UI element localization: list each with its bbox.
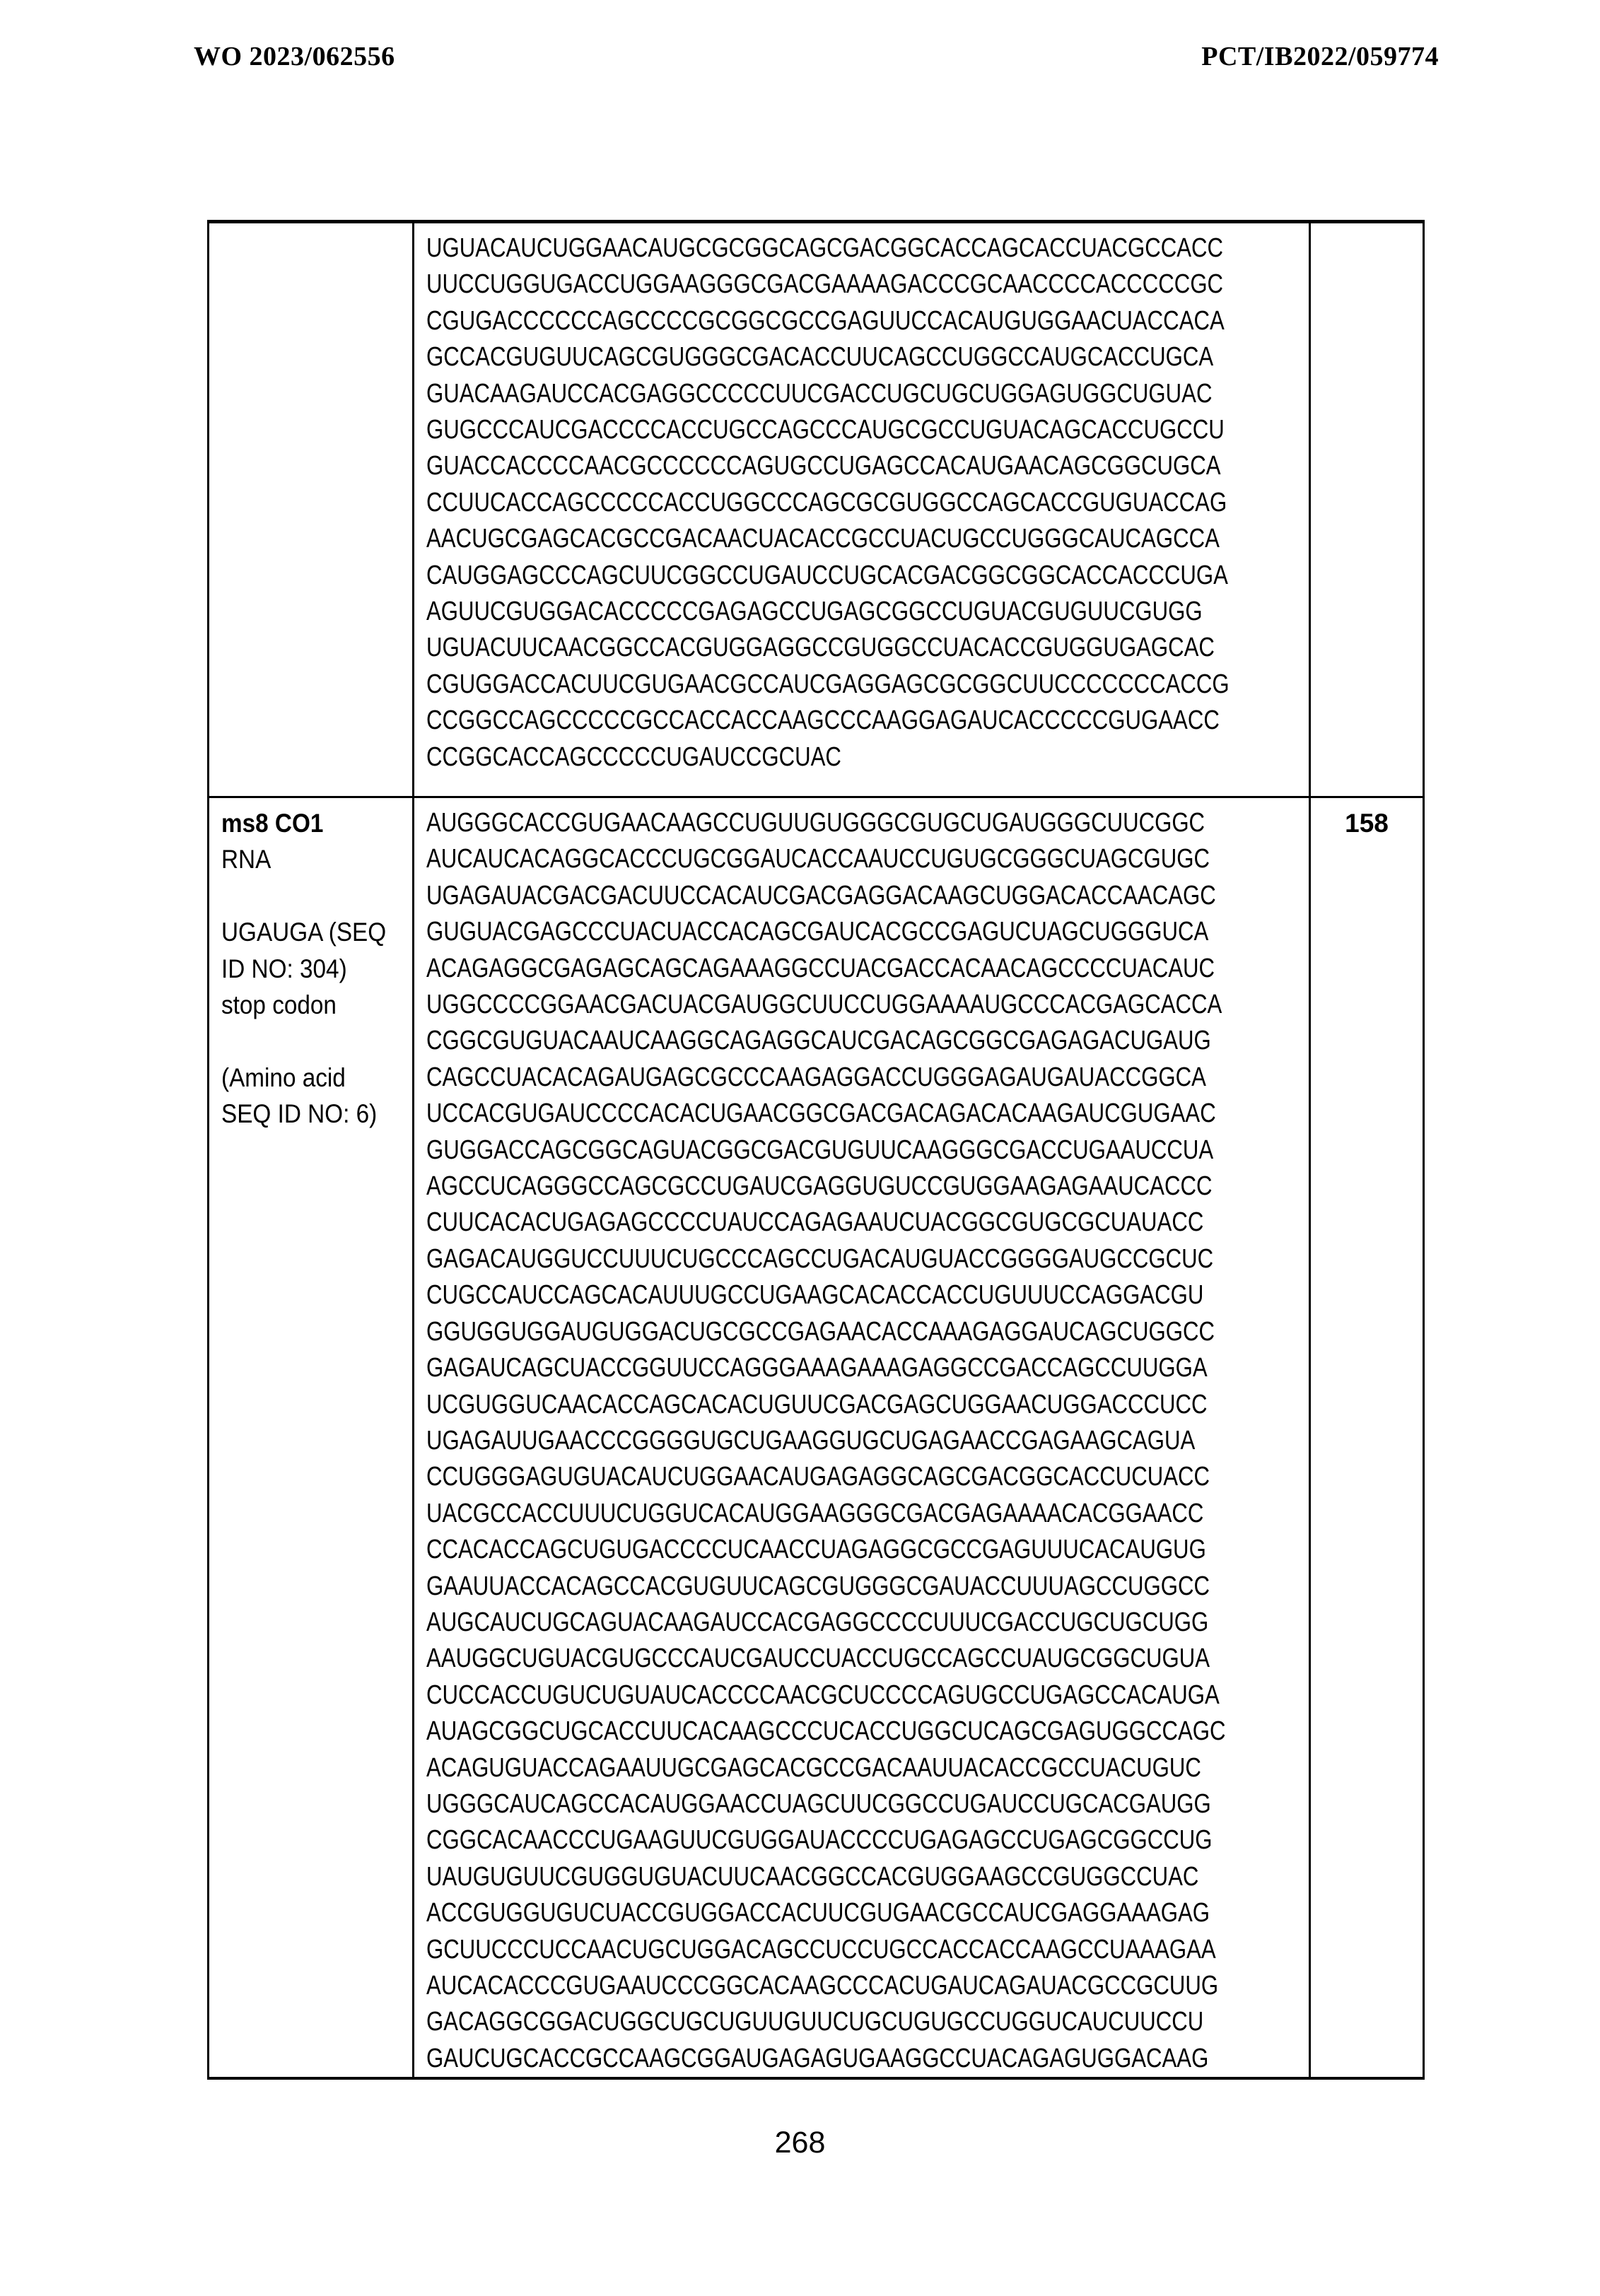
sequence-line: GAGACAUGGUCCUUUCUGCCCAGCCUGACAUGUACCGGGGAUGCCGCUC [426, 1243, 1214, 1274]
sequence-line: AGUUCGUGGACACCCCCGAGAGCCUGAGCGGCCUGUACGUGUUCGUGG [426, 597, 1203, 627]
publication-number: WO 2023/062556 [194, 42, 395, 71]
application-number: PCT/IB2022/059774 [1201, 42, 1439, 71]
sequence-line: CUUCACACUGAGAGCCCCUAUCCAGAGAAUCUACGGCGUGCGCUAUACC [426, 1207, 1204, 1238]
sequence-line: CUCCACCUGUCUGUAUCACCCCAACGCUCCCCAGUGCCUGAGCCACAUGA [426, 1680, 1220, 1710]
seq-id-cell [1310, 797, 1424, 2079]
label-cell [209, 797, 414, 2079]
sequence-line: GCUUCCCUCCAACUGCUGGACAGCCUCCUGCCACCACCAAGCCUAAAGAA [426, 1934, 1216, 1964]
sequence-line: UGUACAUCUGGAACAUGCGCGGCAGCGACGGCACCAGCACCUACGCCACC [426, 233, 1224, 263]
sequence-line: GCCACGUGUUCAGCGUGGGCGACACCUUCAGCCUGGCCAUGCACCUGCA [426, 342, 1214, 373]
sequence-line: CGUGGACCACUUCGUGAACGCCAUCGAGGAGCGCGGCUUCCCCCCCACCG [426, 669, 1230, 699]
sequence-line: AAUGGCUGUACGUGCCCAUCGAUCCUACCUGCCAGCCUAUGCGGCUGUA [426, 1644, 1210, 1674]
stop-codon-note-line: UGAUGA (SEQ [221, 918, 387, 947]
sequence-text [414, 223, 1309, 775]
sequence-line: GUGGACCAGCGGCAGUACGGCGACGUGUUCAAGGGCGACCUGAAUCCUA [426, 1135, 1214, 1165]
stop-codon-note-line: stop codon [221, 990, 337, 1020]
sequence-line: CAUGGAGCCCAGCUUCGGCCUGAUCCUGCACGACGGCGGCACCACCCUGA [426, 560, 1228, 590]
sequence-line: GUGCCCAUCGACCCCACCUGCCAGCCCAUGCGCCUGUACAGCACCUGCCU [426, 415, 1225, 445]
sequence-line: ACAGUGUACCAGAAUUGCGAGCACGCCGACAAUUACACCGCCUACUGUC [426, 1752, 1201, 1783]
sequence-line: CGUGACCCCCCAGCCCCGCGGCGCCGAGUUCCACAUGUGGAACUACCACA [426, 305, 1225, 336]
sequence-text [414, 798, 1309, 2077]
table-row [209, 222, 1424, 797]
sequence-line: UGGGCAUCAGCCACAUGGAACCUAGCUUCGGCCUGAUCCUGCACGAUGG [426, 1788, 1211, 1819]
sequence-line: ACAGAGGCGAGAGCAGCAGAAAGGCCUACGACCACAACAGCCCCUACAUC [426, 953, 1215, 983]
sequence-line: GGUGGUGGAUGUGGACUGCGCCGAGAACACCAAAGAGGAUCAGCUGGCC [426, 1316, 1215, 1347]
sequence-line: UUCCUGGUGACCUGGAAGGGCGACGAAAAGACCCGCAACCCCACCCCCGC [426, 269, 1224, 300]
sequence-table [207, 220, 1425, 2080]
sequence-line: CGGCGUGUACAAUCAAGGCAGAGGCAUCGACAGCGGCGAGAGACUGAUG [426, 1026, 1211, 1056]
amino-acid-note-line: SEQ ID NO: 6) [221, 1099, 378, 1129]
sequence-line: GAAUUACCACAGCCACGUGUUCAGCGUGGGCGAUACCUUUAGCCUGGCC [426, 1571, 1210, 1601]
seq-id-cell [1310, 222, 1424, 797]
sequence-cell [414, 797, 1310, 2079]
sequence-line: AUGCAUCUGCAGUACAAGAUCCACGAGGCCCCUUUCGACCUGCUGCUGG [426, 1607, 1209, 1637]
sequence-line: GAUCUGCACCGCCAAGCGGAUGAGAGUGAAGGCCUACAGAGUGGACAAG [426, 2043, 1209, 2073]
sequence-line: UACGCCACCUUUCUGGUCACAUGGAAGGGCGACGAGAAAACACGGAACC [426, 1498, 1204, 1528]
sequence-line: UGAGAUACGACGACUUCCACAUCGACGAGGACAAGCUGGACACCAACAGC [426, 880, 1216, 910]
amino-acid-note-line: (Amino acid [221, 1062, 346, 1092]
page-number: 268 [774, 2126, 826, 2160]
sequence-line: ACCGUGGUGUCUACCGUGGACCACUUCGUGAACGCCAUCGAGGAAAGAG [426, 1898, 1210, 1928]
sequence-line: GUACAAGAUCCACGAGGCCCCCUUCGACCUGCUGCUGGAGUGGCUGUAC [426, 378, 1213, 409]
sequence-cell [414, 222, 1310, 797]
table-row [209, 797, 1424, 2079]
sequence-line: AUAGCGGCUGCACCUUCACAAGCCCUCACCUGGCUCAGCGAGUGGCCAGC [426, 1716, 1226, 1747]
sequence-line: AUCACACCCGUGAAUCCCGGCACAAGCCCACUGAUCAGAUACGCCGCUUG [426, 1971, 1219, 2001]
sequence-line: GACAGGCGGACUGGCUGCUGUUGUUCUGCUGUGCCUGGUCAUCUUCCU [426, 2007, 1204, 2037]
sequence-line: AUCAUCACAGGCACCCUGCGGAUCACCAAUCCUGUGCGGGCUAGCGUGC [426, 844, 1210, 874]
sequence-line: UCCACGUGAUCCCCACACUGAACGGCGACGACAGACACAAGAUCGUGAAC [426, 1099, 1216, 1129]
sequence-line: GUGUACGAGCCCUACUACCACAGCGAUCACGCCGAGUCUAGCUGGGUCA [426, 917, 1209, 947]
sequence-line: UGGCCCCGGAACGACUACGAUGGCUUCCUGGAAAAUGCCCACGAGCACCA [426, 990, 1222, 1020]
sequence-line: GAGAUCAGCUACCGGUUCCAGGGAAAGAAAGAGGCCGACCAGCCUUGGA [426, 1353, 1208, 1383]
molecule-type: RNA [221, 845, 271, 874]
sequence-line: CAGCCUACACAGAUGAGCGCCCAAGAGGACCUGGGAGAUGAUACCGGCA [426, 1062, 1206, 1092]
sequence-line: AUGGGCACCGUGAACAAGCCUGUUGUGGGCGUGCUGAUGGGCUUCGGC [426, 808, 1205, 838]
sequence-line: CCGGCCAGCCCCCGCCACCACCAAGCCCAAGGAGAUCACCCCCGUGAACC [426, 705, 1220, 736]
sequence-line: AACUGCGAGCACGCCGACAACUACACCGCCUACUGCCUGGGCAUCAGCCA [426, 524, 1220, 554]
label-cell [209, 222, 414, 797]
sequence-line: UCGUGGUCAACACCAGCACACUGUUCGACGAGCUGGAACUGGACCCUCC [426, 1389, 1208, 1419]
sequence-line: CCUGGGAGUGUACAUCUGGAACAUGAGAGGCAGCGACGGCACCUCUACC [426, 1462, 1210, 1492]
sequence-line: CUGCCAUCCAGCACAUUUGCCUGAAGCACACCACCUGUUUCCAGGACGU [426, 1280, 1204, 1311]
sequence-line: GUACCACCCCAACGCCCCCCAGUGCCUGAGCCACAUGAACAGCGGCUGCA [426, 451, 1221, 481]
seq-id-number: 158 [1345, 809, 1389, 838]
sequence-line: UGAGAUUGAACCCGGGGUGCUGAAGGUGCUGAGAACCGAGAAGCAGUA [426, 1425, 1196, 1456]
sequence-line: UAUGUGUUCGUGGUGUACUUCAACGGCCACGUGGAAGCCGUGGCCUAC [426, 1861, 1199, 1892]
construct-name: ms8 CO1 [221, 809, 324, 838]
sequence-line: CCUUCACCAGCCCCCACCUGGCCCAGCGCGUGGCCAGCACCGUGUACCAG [426, 487, 1227, 517]
sequence-line: UGUACUUCAACGGCCACGUGGAGGCCGUGGCCUACACCGUGGUGAGCAC [426, 633, 1215, 663]
sequence-line: CCACACCAGCUGUGACCCCUCAACCUAGAGGCGCCGAGUUUCACAUGUG [426, 1535, 1206, 1565]
stop-codon-note-line: ID NO: 304) [221, 954, 347, 983]
sequence-line: AGCCUCAGGGCCAGCGCCUGAUCGAGGUGUCCGUGGAAGAGAAUCACCC [426, 1171, 1213, 1202]
sequence-line: CGGCACAACCCUGAAGUUCGUGGAUACCCCUGAGAGCCUGAGCGGCCUG [426, 1825, 1213, 1856]
sequence-line: CCGGCACCAGCCCCCUGAUCCGCUAC [426, 742, 841, 772]
